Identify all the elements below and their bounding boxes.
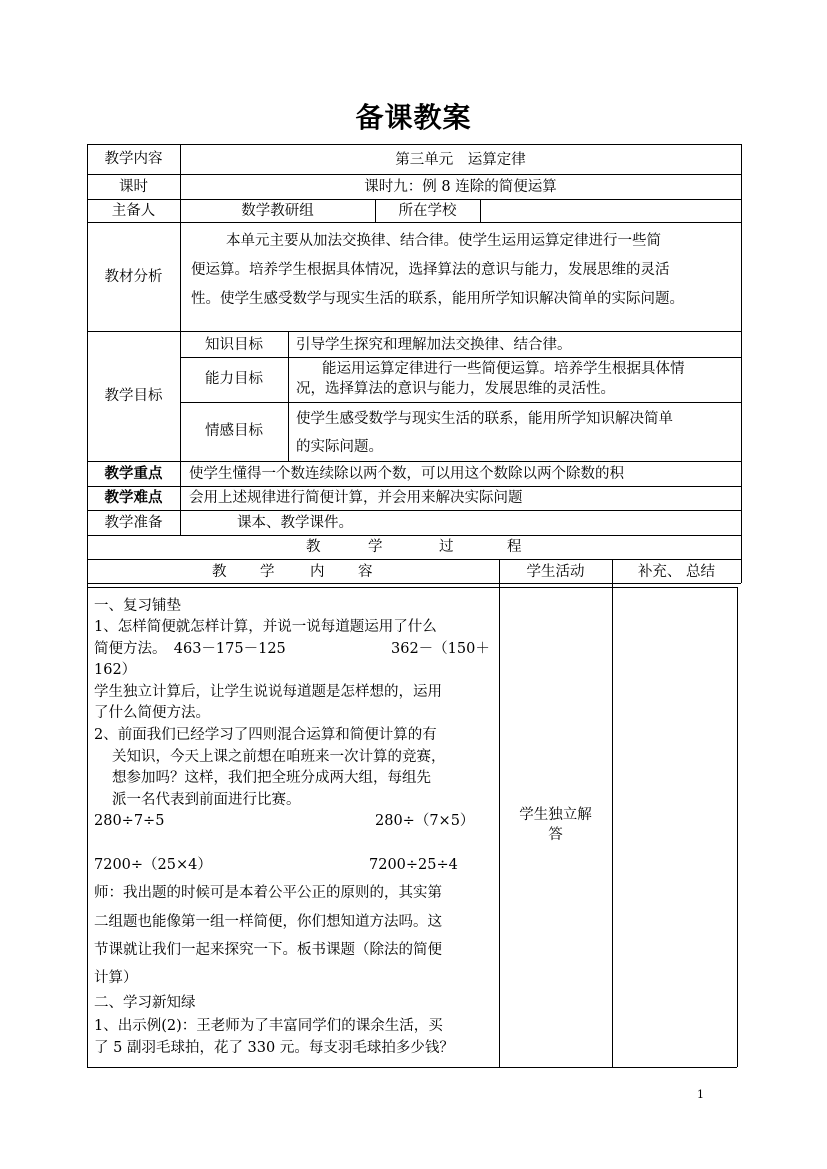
difficulty-value: 会用上述规律进行简便计算，并会用来解决实际问题 <box>189 490 523 506</box>
preparer-label: 主备人 <box>111 203 156 219</box>
body-line: 二组题也能像第一组一样简便，你们想知道方法吗。这 <box>94 914 442 930</box>
body-line: 280÷（7×5） <box>375 813 475 829</box>
body-line: 1、出示例(2)：王老师为了丰富同学们的课余生活，买 <box>94 1018 443 1034</box>
body-line: 节课就让我们一起来探究一下。板书课题（除法的简便 <box>94 942 442 958</box>
page-number: 1 <box>697 1088 704 1101</box>
knowledge-label: 知识目标 <box>205 337 263 353</box>
process-heading-char: 过 <box>439 539 454 555</box>
column-content-char: 内 <box>310 564 325 580</box>
lesson-label: 课时 <box>119 179 148 195</box>
preparation-label: 教学准备 <box>104 515 163 531</box>
lesson-value: 课时九：例 8 连除的简便运算 <box>364 179 557 195</box>
body-line: 了什么简便方法。 <box>94 705 210 721</box>
body-line: 师：我出题的时候可是本着公平公正的原则的，其实第 <box>94 885 442 901</box>
ability-line: 况，选择算法的意识与能力，发展思维的灵活性。 <box>296 381 615 397</box>
body-line: 一、复习铺垫 <box>94 598 181 614</box>
objectives-label: 教学目标 <box>104 388 163 404</box>
school-label: 所在学校 <box>398 203 457 219</box>
body-line: 了 5 副羽毛球拍，花了 330 元。每支羽毛球拍多少钱？ <box>94 1040 454 1056</box>
body-line: 派一名代表到前面进行比赛。 <box>112 792 301 808</box>
key-point-label: 教学重点 <box>104 466 163 482</box>
body-line: 二、学习新知绿 <box>94 995 196 1011</box>
process-heading-char: 程 <box>507 539 522 555</box>
emotion-label: 情感目标 <box>205 423 263 439</box>
content-label: 教学内容 <box>104 151 163 167</box>
body-line: 想参加吗？这样，我们把全班分成两大组，每组先 <box>112 770 431 786</box>
body-line: 简便方法。 463－175－125 <box>94 641 286 657</box>
difficulty-label: 教学难点 <box>104 490 163 506</box>
body-line: 学生独立计算后，让学生说说每道题是怎样想的，运用 <box>94 684 442 700</box>
student-activity-line: 答 <box>548 827 563 843</box>
column-content-char: 容 <box>358 564 373 580</box>
ability-line: 能运用运算定律进行一些简便运算。培养学生根据具体情 <box>322 361 685 377</box>
document-title: 备课教案 <box>355 101 472 134</box>
process-heading-char: 学 <box>368 539 383 555</box>
column-notes: 补充、 总结 <box>637 564 716 580</box>
column-student-activity: 学生活动 <box>526 564 585 580</box>
preparation-value: 课本、教学课件。 <box>237 515 353 531</box>
body-line: 2、前面我们已经学习了四则混合运算和简便计算的有 <box>94 727 437 743</box>
analysis-label: 教材分析 <box>104 269 163 285</box>
analysis-line: 本单元主要从加法交换律、结合律。使学生运用运算定律进行一些简 <box>226 233 661 249</box>
analysis-line: 性。使学生感受数学与现实生活的联系，能用所学知识解决简单的实际问题。 <box>191 291 684 307</box>
emotion-line: 的实际问题。 <box>296 439 383 455</box>
analysis-line: 便运算。培养学生根据具体情况，选择算法的意识与能力，发展思维的灵活 <box>191 262 670 278</box>
content-value: 第三单元 运算定律 <box>395 152 526 168</box>
column-content-char: 学 <box>260 564 275 580</box>
body-line: 1、怎样简便就怎样计算，并说一说每道题运用了什么 <box>94 619 437 635</box>
body-line: 7200÷（25×4） <box>94 857 212 873</box>
process-heading-char: 教 <box>306 539 321 555</box>
body-line: 362－（150＋ <box>391 641 490 657</box>
body-line: 7200÷25÷4 <box>369 857 458 873</box>
column-content-char: 教 <box>212 564 227 580</box>
body-line: 162） <box>94 662 137 678</box>
student-activity-line: 学生独立解 <box>519 807 592 823</box>
body-line: 计算） <box>94 970 138 986</box>
body-line: 280÷7÷5 <box>94 813 165 829</box>
emotion-line: 使学生感受数学与现实生活的联系，能用所学知识解决简单 <box>296 411 673 427</box>
key-point-value: 使学生懂得一个数连续除以两个数，可以用这个数除以两个除数的积 <box>189 466 624 482</box>
body-line: 关知识，今天上课之前想在咱班来一次计算的竞赛， <box>112 749 446 765</box>
knowledge-value: 引导学生探究和理解加法交换律、结合律。 <box>296 337 572 353</box>
ability-label: 能力目标 <box>205 371 263 387</box>
preparer-value: 数学教研组 <box>241 203 314 219</box>
